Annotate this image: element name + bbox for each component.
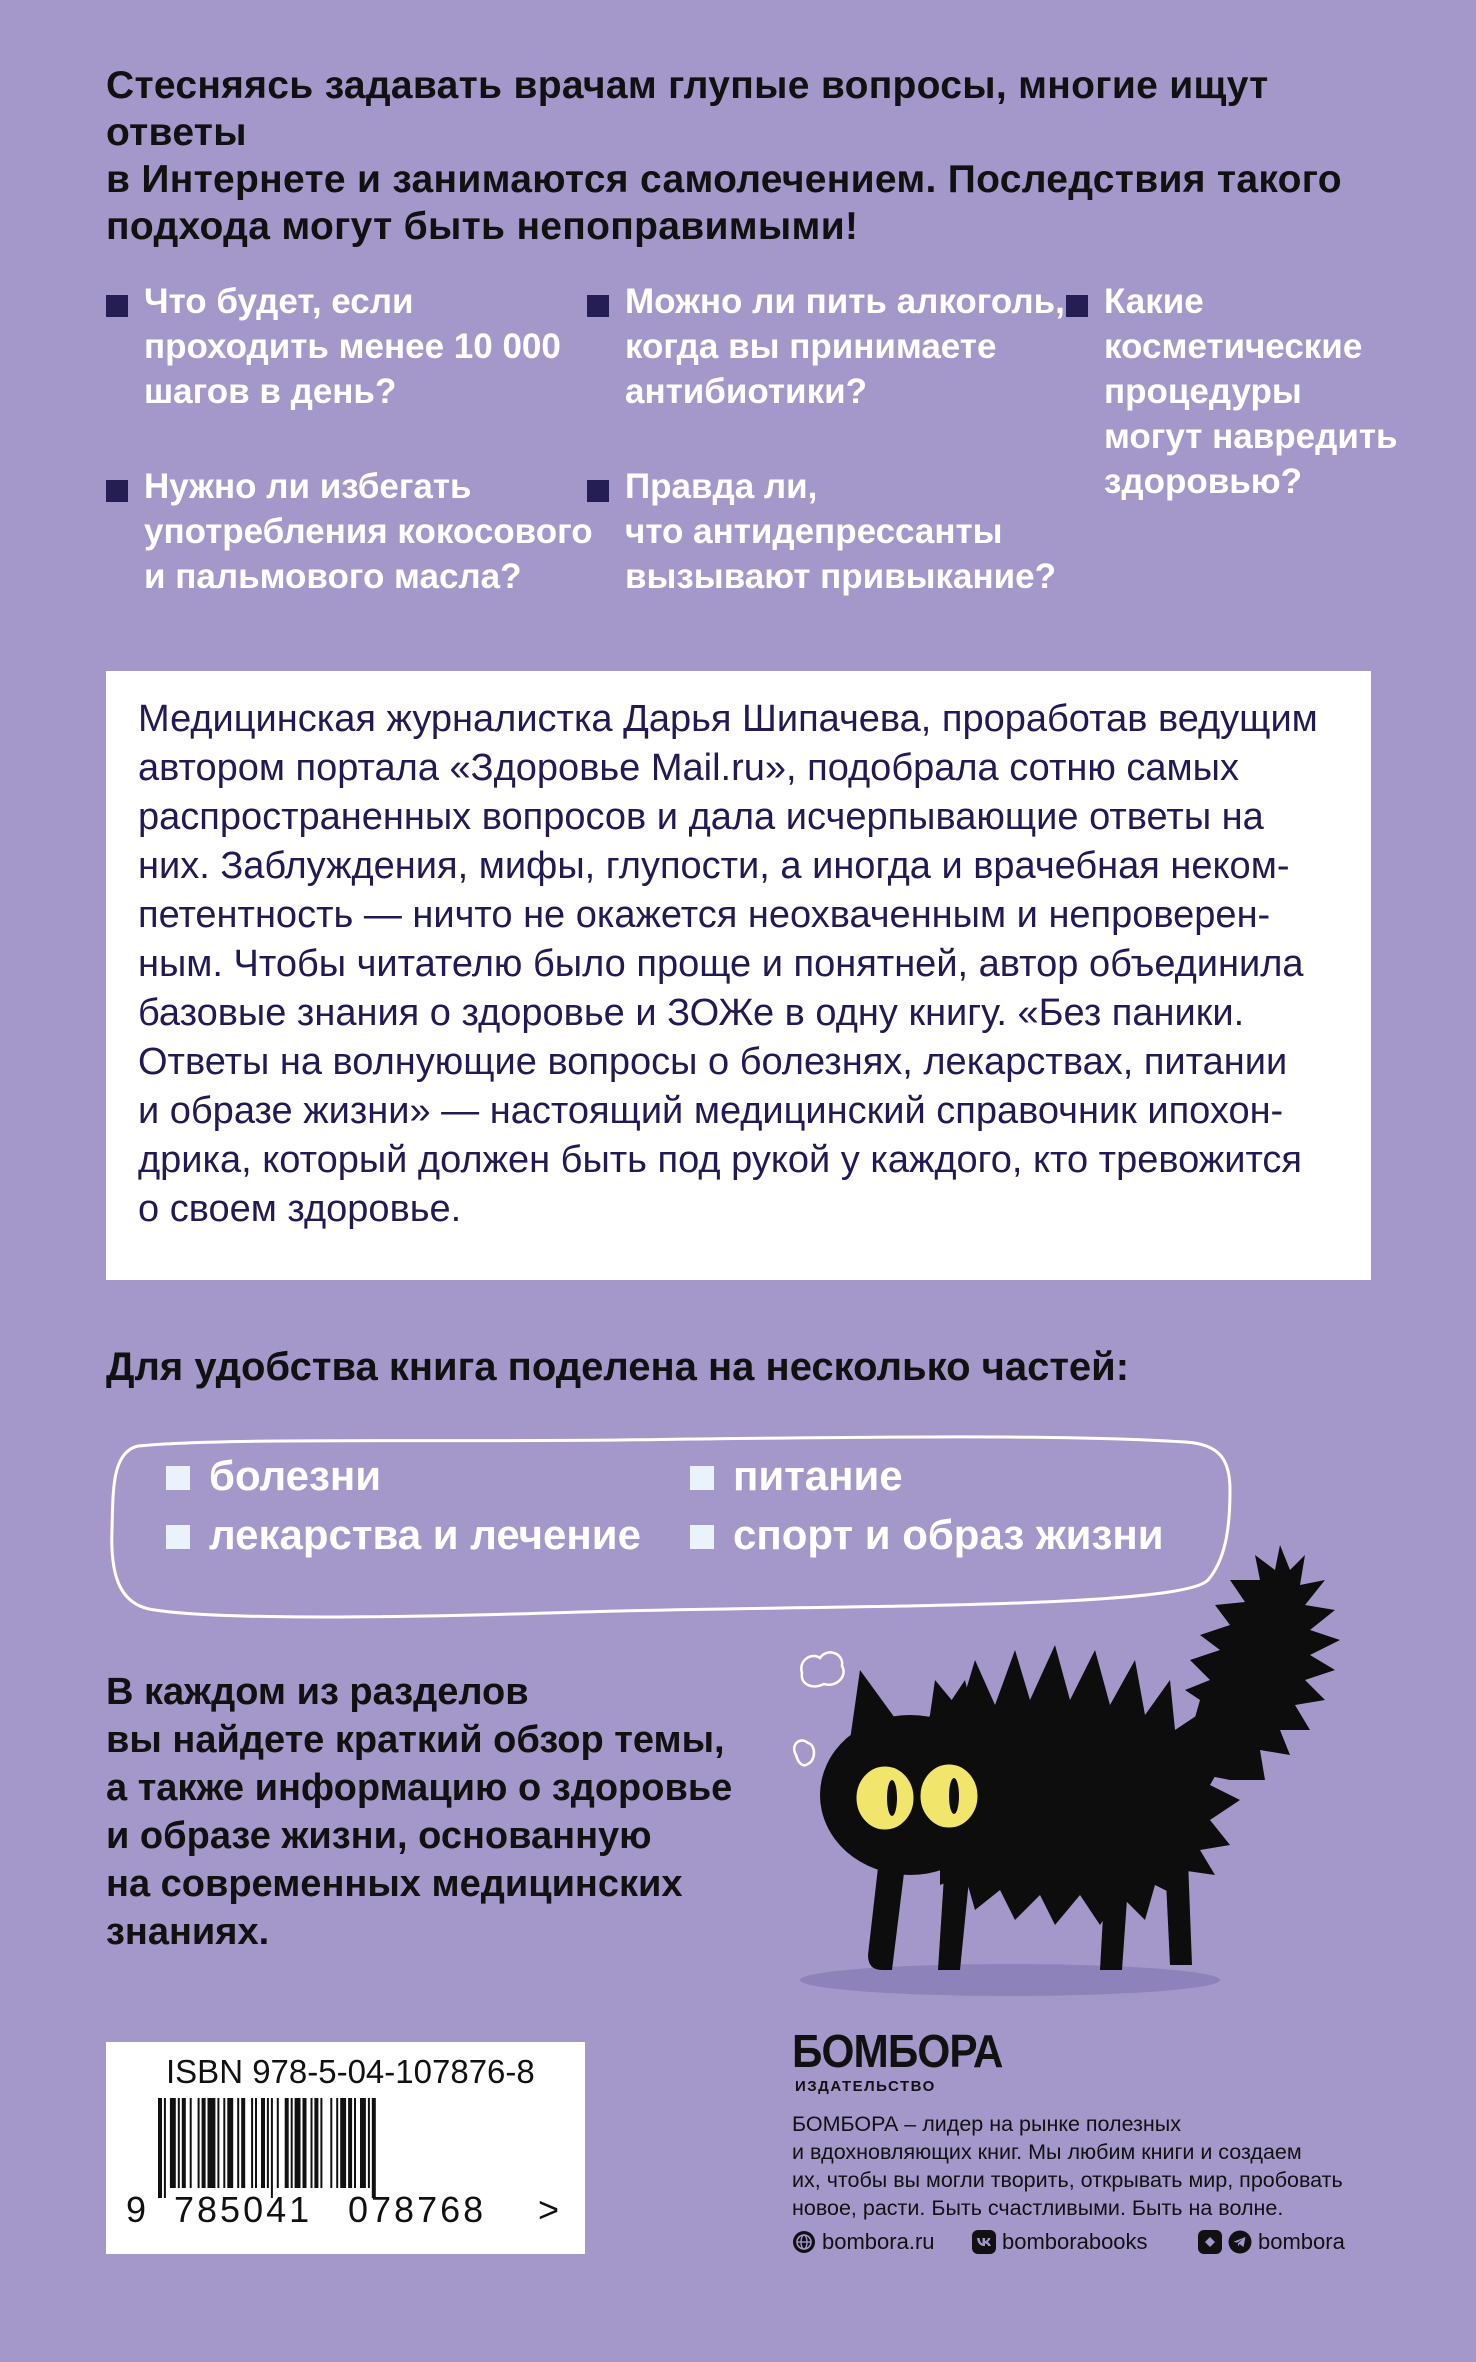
question-line: Можно ли пить алкоголь, — [625, 282, 1065, 321]
barcode-bar — [348, 2098, 352, 2188]
question-line: процедуры — [1104, 372, 1302, 411]
barcode-bar — [178, 2098, 180, 2188]
barcode-bar — [314, 2098, 318, 2188]
question-line: проходить менее 10 000 — [144, 327, 561, 366]
question-line: Какие — [1104, 282, 1204, 321]
barcode-bar — [267, 2098, 269, 2188]
part-label: спорт и образ жизни — [733, 1511, 1164, 1558]
globe-icon — [792, 2230, 816, 2254]
part-label: болезни — [209, 1452, 382, 1499]
barcode-bar — [251, 2098, 253, 2188]
barcode-bar — [311, 2098, 313, 2188]
social-label: bombora.ru — [822, 2229, 935, 2254]
publisher-line: и вдохновляющих книг. Мы любим книги и создаем — [792, 2140, 1302, 2164]
thought-bubble-icon — [801, 1652, 843, 1686]
sections-line: знаниях. — [106, 1911, 270, 1953]
description-line: распространенных вопросов и дала исчерпывающие ответы на — [138, 796, 1264, 838]
description-line: о своем здоровье. — [138, 1188, 462, 1230]
question-line: косметические — [1104, 327, 1363, 366]
barcode-bar — [241, 2098, 245, 2188]
barcode-bar — [223, 2098, 225, 2188]
barcode-bar — [354, 2098, 356, 2188]
cat-illustration — [760, 1540, 1380, 2030]
barcode-bar — [368, 2098, 370, 2188]
cat-shadow — [800, 1964, 1220, 1996]
description-line: автором портала «Здоровье Mail.ru», подобрала сотню самых — [138, 747, 1239, 789]
question-steps — [106, 279, 561, 414]
barcode-bar — [336, 2098, 338, 2188]
barcode-bar — [320, 2098, 322, 2188]
part-label: лекарства и лечение — [209, 1511, 641, 1558]
sections-line: на современных медицинских — [106, 1863, 683, 1905]
square-bullet-icon — [1066, 295, 1088, 317]
barcode-bar — [227, 2098, 233, 2188]
barcode-digit: > — [538, 2189, 560, 2230]
barcode-bar — [237, 2098, 239, 2188]
barcode-bar — [271, 2098, 273, 2198]
publisher-subtitle: ИЗДАТЕЛЬСТВО — [795, 2078, 936, 2095]
barcode-bar — [255, 2098, 257, 2188]
question-line: вызывают привыкание? — [625, 557, 1057, 596]
description-line: Медицинская журналистка Дарья Шипачева, проработав ведущим — [138, 698, 1318, 740]
cat-body — [820, 1545, 1340, 1970]
social-website[interactable] — [792, 2226, 935, 2258]
barcode-digit: 9 — [126, 2189, 147, 2230]
vk-icon — [972, 2230, 996, 2254]
description-line: базовые знания о здоровье и ЗОЖе в одну книгу. «Без паники. — [138, 992, 1245, 1034]
isbn-label: ISBN 978-5-04-107876-8 — [166, 2053, 535, 2090]
barcode-bar — [208, 2098, 216, 2188]
barcode-bar — [285, 2098, 289, 2188]
social-telegram[interactable] — [1198, 2226, 1345, 2258]
barcode-bar — [295, 2098, 301, 2188]
question-oil — [106, 464, 593, 599]
barcode-digits: 078768 — [348, 2189, 487, 2230]
publisher-line: новое, расти. Быть счастливыми. Быть на волне. — [792, 2196, 1284, 2220]
description-line: петентность — ничто не окажется неохваченным и непроверен- — [138, 894, 1271, 936]
barcode-bar — [291, 2098, 293, 2188]
question-line: Что будет, если — [144, 282, 414, 321]
barcode-bar — [360, 2098, 366, 2188]
isbn-barcode — [106, 2042, 585, 2254]
barcode-bar — [330, 2098, 332, 2188]
question-line: когда вы принимаете — [625, 327, 997, 366]
publisher-description — [792, 2110, 1392, 2222]
barcode-bar — [202, 2098, 206, 2188]
part-item — [166, 1510, 641, 1560]
barcode-bar — [170, 2098, 176, 2188]
description-line: дрика, который должен быть под рукой у каждого, кто тревожится — [138, 1139, 1303, 1181]
description-line: Ответы на волнующие вопросы о болезнях, лекарствах, питании — [138, 1041, 1288, 1083]
square-bullet-icon — [166, 1525, 190, 1549]
thought-bubble-icon — [794, 1741, 814, 1766]
square-bullet-icon — [690, 1525, 714, 1549]
question-line: что антидепрессанты — [625, 512, 1003, 551]
question-line: употребления кокосового — [144, 512, 593, 551]
description-line: и образе жизни» — настоящий медицинский справочник ипохон- — [138, 1090, 1284, 1132]
description-line: них. Заблуждения, мифы, глупости, а иногда и врачебная неком- — [138, 845, 1290, 887]
barcode-bar — [261, 2098, 265, 2188]
square-bullet-icon — [587, 480, 609, 502]
parts-title: Для удобства книга поделена на несколько частей: — [106, 1345, 1130, 1389]
description-line: ным. Чтобы читателю было проще и понятней, автор объединила — [138, 943, 1304, 985]
social-vk[interactable] — [972, 2226, 1148, 2258]
publisher-line: БОМБОРА – лидер на рынке полезных — [792, 2112, 1181, 2136]
question-line: Нужно ли избегать — [144, 467, 472, 506]
square-bullet-icon — [587, 295, 609, 317]
barcode-bar — [277, 2098, 279, 2188]
sections-line: а также информацию о здоровье — [106, 1767, 733, 1809]
description-text — [138, 695, 1341, 1234]
barcode-bar — [217, 2098, 219, 2188]
barcode-bar — [164, 2098, 166, 2198]
barcode-bar — [340, 2098, 346, 2188]
description-box — [106, 671, 1371, 1280]
question-cosmetics — [1066, 279, 1398, 504]
question-line: шагов в день? — [144, 372, 397, 411]
intro-line: подхода могут быть непоправимыми! — [106, 205, 859, 248]
barcode-bar — [198, 2098, 200, 2188]
intro-line: в Интернете и занимаются самолечением. Последствия такого — [106, 158, 1342, 201]
question-alcohol — [587, 279, 1065, 414]
part-item — [690, 1451, 903, 1501]
telegram-icon — [1228, 2230, 1252, 2254]
sections-line: В каждом из разделов — [106, 1671, 529, 1713]
publisher-line: их, чтобы вы могли творить, открывать мир, пробовать — [792, 2168, 1343, 2192]
sections-line: и образе жизни, основанную — [106, 1815, 652, 1857]
question-line: здоровью? — [1104, 462, 1303, 501]
question-line: могут навредить — [1104, 417, 1398, 456]
square-bullet-icon — [690, 1466, 714, 1490]
social-label: bombora — [1258, 2229, 1345, 2254]
barcode-bar — [182, 2098, 186, 2188]
question-line: Правда ли, — [625, 467, 818, 506]
question-line: и пальмового масла? — [144, 557, 522, 596]
barcode-digits: 785041 — [174, 2189, 313, 2230]
part-item — [166, 1451, 381, 1501]
intro-line: Стесняясь задавать врачам глупые вопросы, многие ищут ответы — [106, 64, 1269, 154]
barcode-bar — [190, 2098, 192, 2188]
question-antidepressants — [587, 464, 1056, 599]
sections-line: вы найдете краткий обзор темы, — [106, 1719, 725, 1761]
part-label: питание — [733, 1452, 903, 1499]
intro-text — [106, 62, 1406, 250]
barcode-bar — [372, 2098, 376, 2198]
square-bullet-icon — [166, 1466, 190, 1490]
square-bullet-icon — [106, 295, 128, 317]
barcode-bar — [303, 2098, 307, 2188]
barcode-bar — [158, 2098, 162, 2198]
square-bullet-icon — [106, 480, 128, 502]
sections-text — [106, 1668, 806, 1956]
publisher-logo: БОМБОРА — [792, 2025, 1003, 2077]
barcode-bars — [158, 2098, 538, 2198]
social-label: bomborabooks — [1002, 2229, 1148, 2254]
messenger-icon — [1198, 2230, 1222, 2254]
question-line: антибиотики? — [625, 372, 867, 411]
